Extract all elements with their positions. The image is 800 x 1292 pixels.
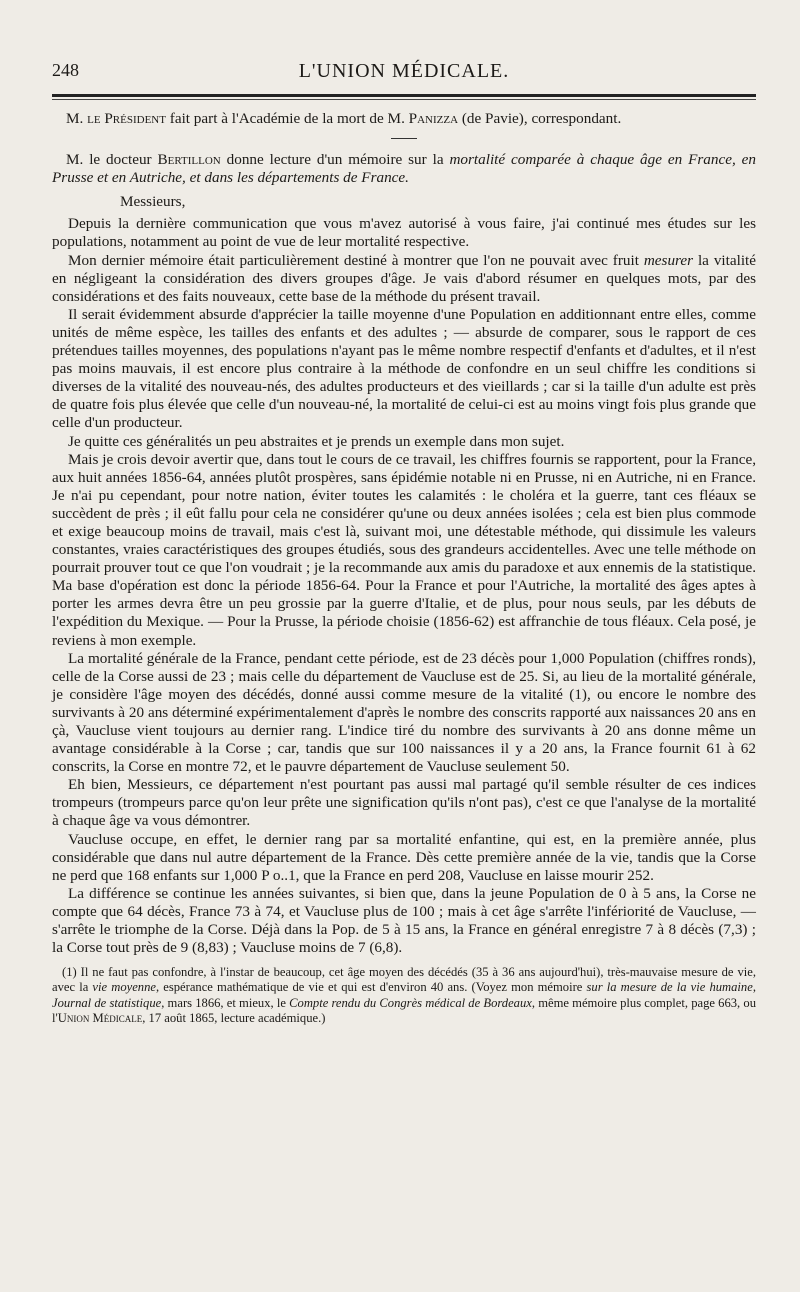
paragraph-1: Depuis la dernière communication que vous m'avez autorisé à vous faire, j'ai continué mes études sur les populations, notamment au point de vue de leur mortalité respective. <box>52 215 756 251</box>
header-rule <box>52 94 756 97</box>
paragraph-3: Il serait évidemment absurde d'apprécier la taille moyenne d'une Population en additionnant entre elles, comme unités de même espèce, les tailles des enfants et des adultes ; — absurde de comparer, sous le rapport de ces prétendues tailles moyennes, des populations n'ayant pas le même nombre respectif d'enfants et d'adultes, et il n'est pas moins mauvais, il est encore plus contraire à la méthode de confondre en un seul chiffre les conditions si diverses de la vitalité des nouveau-nés, des adultes producteurs et des vieillards ; car si la taille d'un adulte est près de quatre fois plus élevée que celle d'un nouveau-né, la mortalité de celui-ci est au moins vingt fois plus grande que celle d'un producteur. <box>52 305 756 432</box>
page-header <box>52 60 756 90</box>
article-body <box>52 110 756 1026</box>
paragraph-4: Je quitte ces généralités un peu abstraites et je prends un exemple dans mon sujet. <box>68 432 565 450</box>
paragraph-8: Vaucluse occupe, en effet, le dernier rang par sa mortalité enfantine, qui est, en la première année, plus considérable que dans nul autre département de la France. Dès cette première année de la vie, tandis que la Corse ne perd que 168 enfants sur 1,000 P o..1, que la France en perd 208, Vaucluse en laisse mourir 252. <box>52 830 756 884</box>
section-separator <box>391 138 417 139</box>
paragraph-2: Mon dernier mémoire était particulièrement destiné à montrer que l'on ne pouvait avec fruit mesurer la vitalité en négligeant la considération des divers groupes d'âge. Je vais d'abord résumer en quelques mots, par des considérations et des faits nouveaux, cette base de la méthode du présent travail. <box>52 251 756 305</box>
salutation: Messieurs, <box>120 193 186 211</box>
paragraph-9: La différence se continue les années suivantes, si bien que, dans la jeune Population de 0 à 5 ans, la Corse ne compte que 64 décès, France 73 à 74, et Vaucluse plus de 100 ; mais à cet âge s'arrête l'infériorité de Vaucluse, — s'arrête le triomphe de la Corse. Déjà dans la Pop. de 5 à 15 ans, la France en général enregistre 7 à 8 décès (7,3) ; la Corse tout près de 9 (8,83) ; Vaucluse moins de 7 (6,8). <box>52 884 756 957</box>
journal-title: L'UNION MÉDICALE. <box>298 60 510 82</box>
header-rule-thin <box>52 99 756 100</box>
footnote: (1) Il ne faut pas confondre, à l'instar de beaucoup, cet âge moyen des décédés (35 à 36 ans aujourd'hui), très-mauvaise mesure de vie, avec la vie moyenne, espérance mathématique de vie et qui est d'environ 40 ans. (Voyez mon mémoire sur la mesure de la vie humaine, Journal de statistique, mars 1866, et mieux, le Compte rendu du Congrès médical de Bordeaux, même mémoire plus complet, page 663, ou l'Union Médicale, 17 août 1865, lecture académique.) <box>52 965 756 1025</box>
page-number: 248 <box>52 60 79 80</box>
paragraph-7: Eh bien, Messieurs, ce département n'est pourtant pas aussi mal partagé qu'il semble résulter de ces indices trompeurs (trompeurs parce qu'on leur prête une signification qu'ils n'ont pas), c'est ce que l'analyse de la mortalité à chaque âge va vous démontrer. <box>52 776 756 830</box>
paragraph-5: Mais je crois devoir avertir que, dans tout le cours de ce travail, les chiffres fournis se rapportent, pour la France, aux huit années 1856-64, années plutôt prospères, sans épidémie notable ni en Prusse, ni en Autriche, ni en France. Je n'ai pu cependant, pour notre nation, éviter toutes les calamités : le choléra et la guerre, tant ces fléaux se succèdent de près ; il eût fallu pour cela ne considérer qu'une ou deux années isolées ; cela est bien plus commode et exige beaucoup moins de travail, mais c'est là, suivant moi, une détestable méthode, qui dissimule les valeurs constantes, vraies caractéristiques des groupes étudiés, sous des grandeurs accidentelles. Avec une telle méthode on pourrait prouver tout ce que l'on voudrait ; je la recommande aux amis du paradoxe et aux ennemis de la statistique. Ma base d'opération est donc la période 1856-64. Pour la France et pour l'Autriche, la mortalité des âges aptes à porter les armes devra être un peu grossie par la guerre d'Italie, et de plus, pour nous seuls, par les débuts de l'expédition du Mexique. — Pour la Prusse, la période choisie (1856-62) est affranchie de tous fléaux. Cela posé, je reviens à mon exemple. <box>52 450 756 649</box>
paragraph-6: La mortalité générale de la France, pendant cette période, est de 23 décès pour 1,000 Population (chiffres ronds), celle de la Corse aussi de 23 ; mais celle du département de Vaucluse est de 25. Si, au lieu de la mortalité générale, je considère l'âge moyen des décédés, donné aussi comme mesure de la vitalité (1), ou encore le nombre des survivants à 20 ans déterminé expérimentalement d'après le nombre des conscrits rapporté aux naissances 20 ans en çà, Vaucluse vient toujours au dernier rang. L'indice tiré du nombre des survivants à 20 ans donne même un avantage considérable à la Corse ; car, tandis que sur 100 naissances il y a 20 ans, la France fournit 61 à 62 conscrits, la Corse en montre 72, et le pauvre département de Vaucluse seulement 50. <box>52 649 756 776</box>
announcement-paragraph: M. le Président fait part à l'Académie de la mort de M. Panizza (de Pavie), correspondant. <box>66 110 622 127</box>
intro-paragraph: M. le docteur Bertillon donne lecture d'un mémoire sur la mortalité comparée à chaque âge en France, en Prusse et en Autriche, et dans les départements de France. <box>52 151 756 187</box>
